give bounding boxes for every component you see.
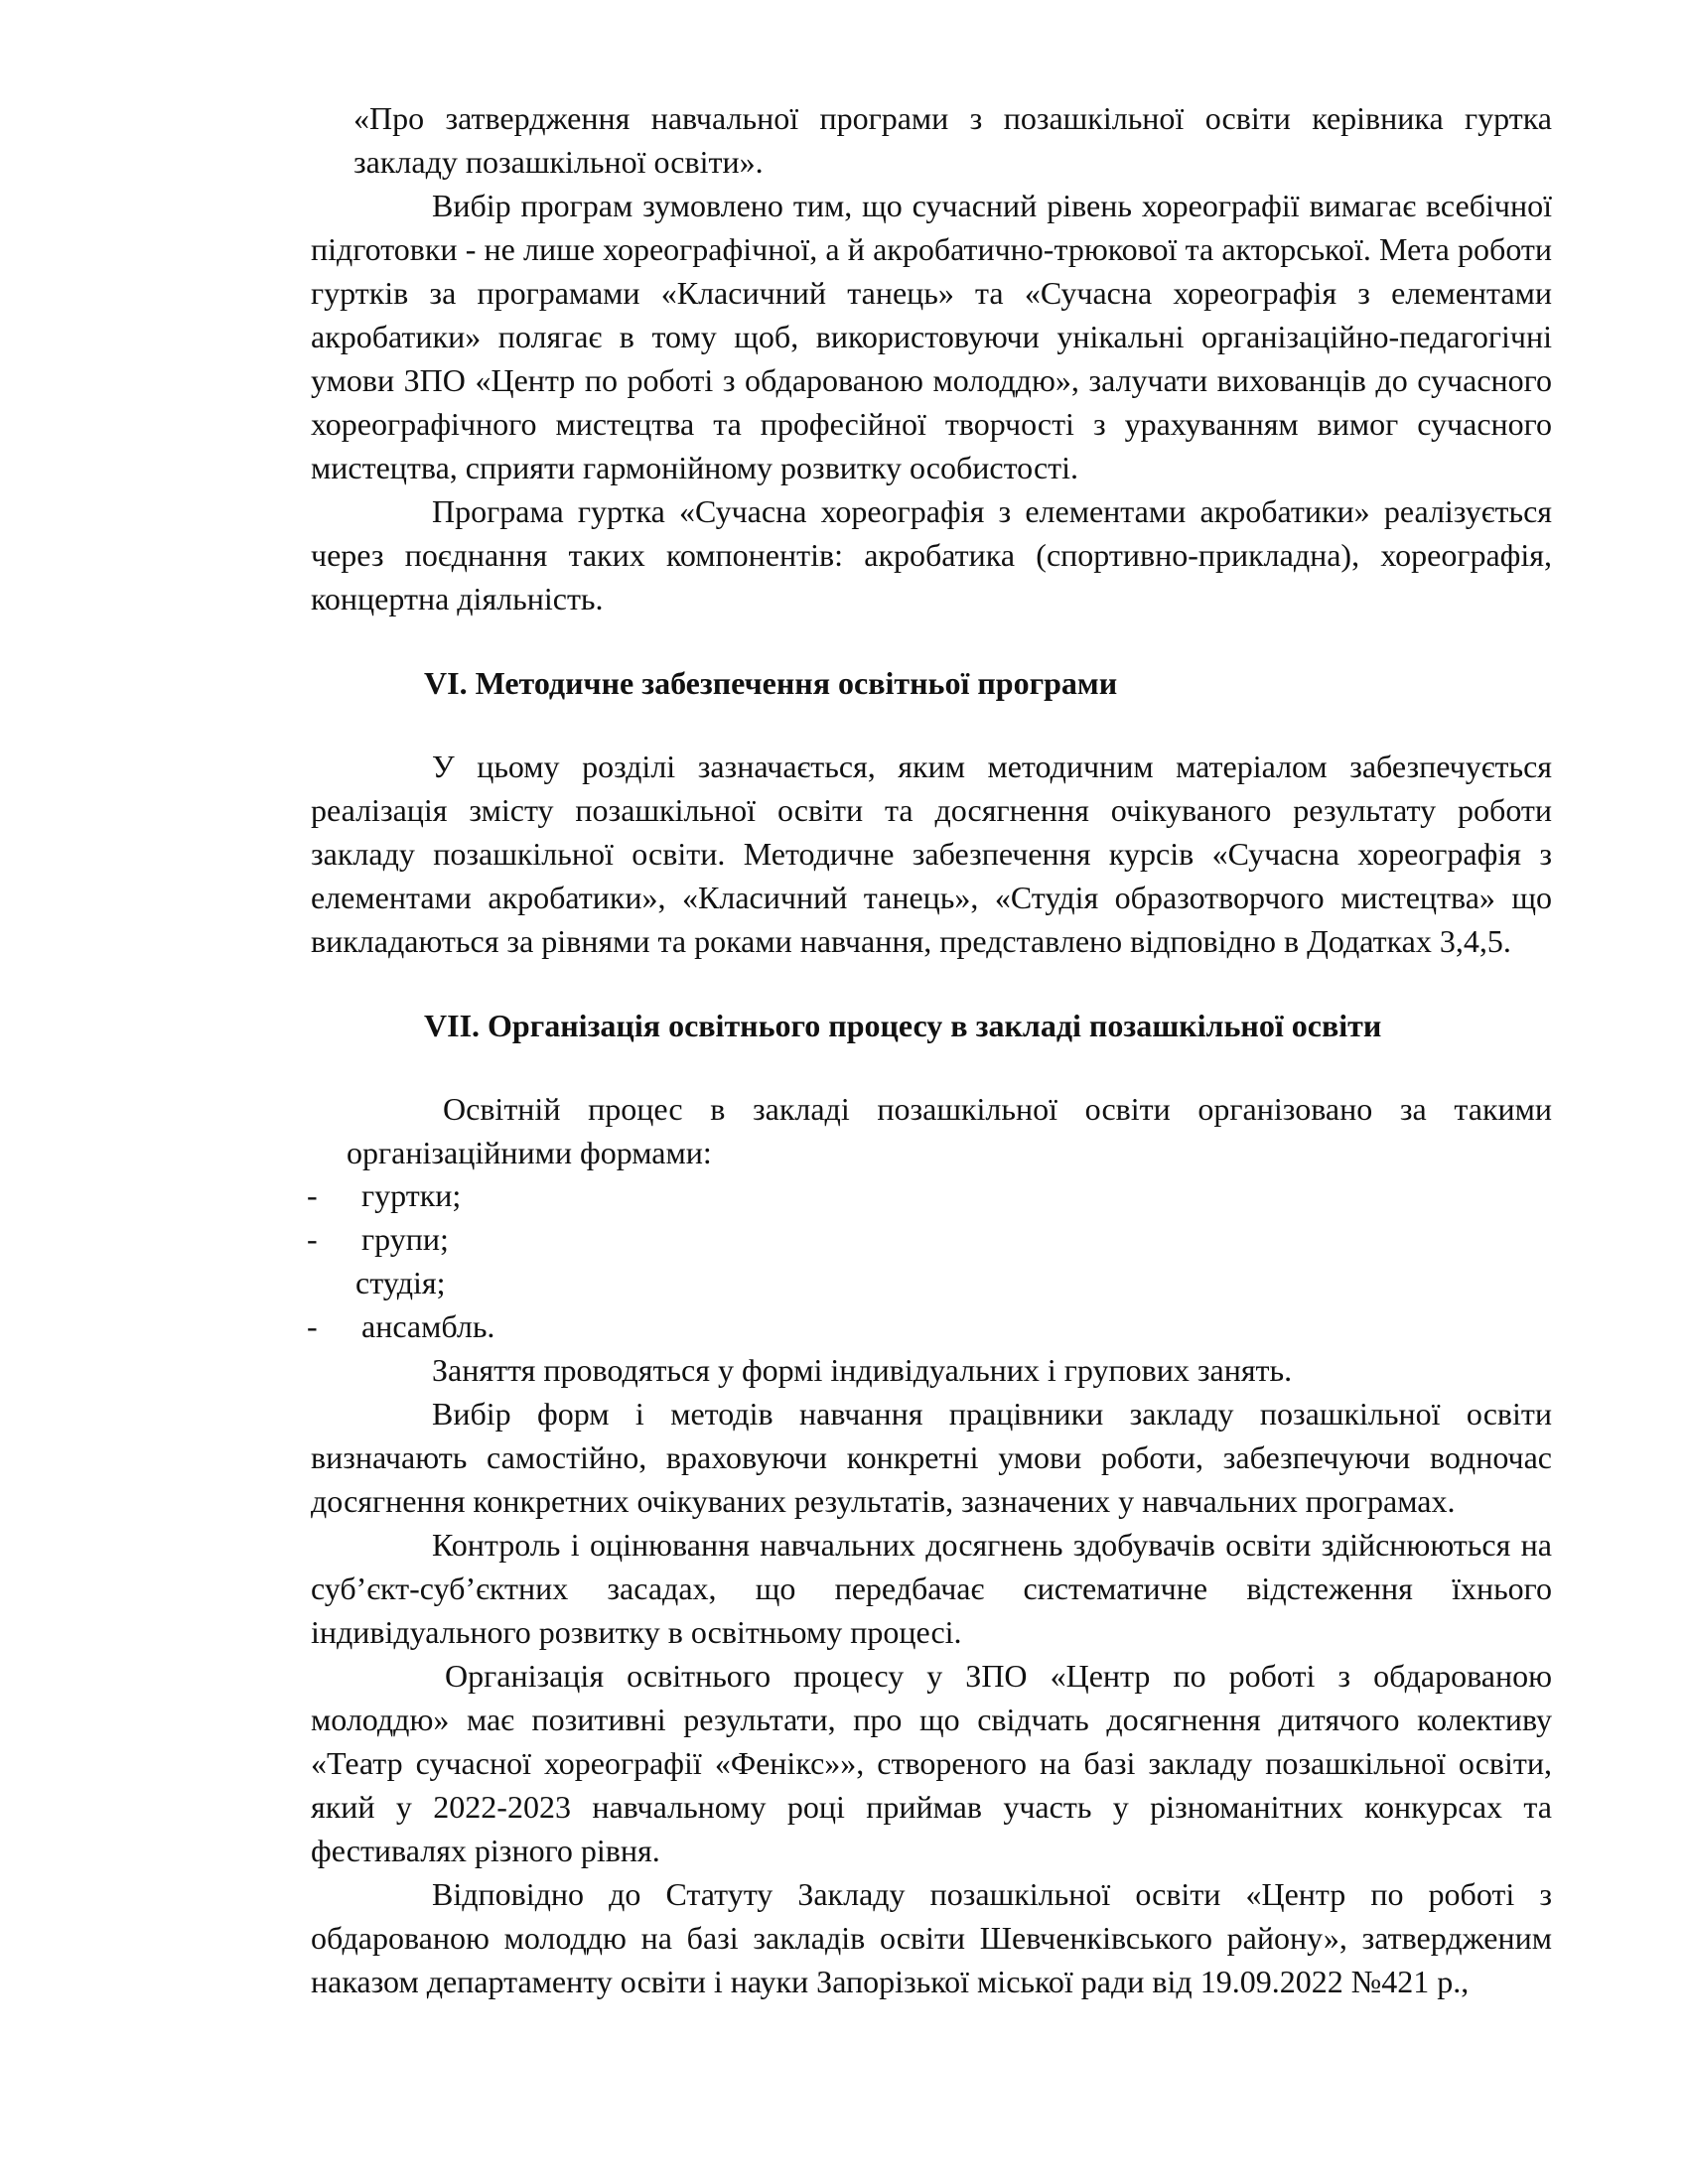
list-dash: - bbox=[307, 1177, 318, 1213]
list-dash: - bbox=[307, 1221, 318, 1257]
section-7-paragraph-4: Організація освітнього процесу у ЗПО «Центр по роботі з обдарованою молоддю» має позитивні результати, про що свідчать досягнення дитячого колективу «Театр сучасної хореографії «Фенікс»», створеного на базі закладу позашкільної освіти, який у 2022-2023 навчальному році приймав участь у різноманітних конкурсах та фестивалях різного рівня. bbox=[311, 1658, 1552, 1868]
list-item: групи; bbox=[361, 1221, 449, 1257]
section-7-heading: VII. Організація освітнього процесу в закладі позашкільної освіти bbox=[424, 1008, 1382, 1043]
paragraph-program-components: Програма гуртка «Сучасна хореографія з елементами акробатики» реалізується через поєднання таких компонентів: акробатика (спортивно-прикладна), хореографія, концертна діяльність. bbox=[311, 493, 1552, 616]
list-item: студія; bbox=[355, 1265, 446, 1300]
list-dash: - bbox=[307, 1308, 318, 1344]
paragraph-program-choice: Вибір програм зумовлено тим, що сучасний рівень хореографії вимагає всебічної підготовки - не лише хореографічної, а й акробатично-трюкової та акторської. Мета роботи гуртків за програмами «Класичний танець» та «Сучасна хореографія з елементами акробатики» полягає в тому щоб, використовуючи унікальні організаційно-педагогічні умови ЗПО «Центр по роботі з обдарованою молоддю», залучати вихованців до сучасного хореографічного мистецтва та професійної творчості з урахуванням вимог сучасного мистецтва, сприяти гармонійному розвитку особистості. bbox=[311, 188, 1552, 485]
section-7-paragraph-2: Вибір форм і методів навчання працівники закладу позашкільної освіти визначають самостійно, враховуючи конкретні умови роботи, забезпечуючи водночас досягнення конкретних очікуваних результатів, зазначених у навчальних програмах. bbox=[311, 1396, 1552, 1519]
intro-paragraph: «Про затвердження навчальної програми з позашкільної освіти керівника гуртка закладу позашкільної освіти». bbox=[353, 100, 1552, 180]
section-6-paragraph: У цьому розділі зазначається, яким методичним матеріалом забезпечується реалізація змісту позашкільної освіти та досягнення очікуваного результату роботи закладу позашкільної освіти. Методичне забезпечення курсів «Сучасна хореографія з елементами акробатики», «Класичний танець», «Студія образотворчого мистецтва» що викладаються за рівнями та роками навчання, представлено відповідно в Додатках 3,4,5. bbox=[311, 749, 1552, 959]
list-item: ансамбль. bbox=[361, 1308, 495, 1344]
section-7-paragraph-3: Контроль і оцінювання навчальних досягнень здобувачів освіти здійснюються на суб’єкт-суб’єктних засадах, що передбачає систематичне відстеження їхнього індивідуального розвитку в освітньому процесі. bbox=[311, 1527, 1552, 1650]
section-7-intro: Освітній процес в закладі позашкільної освіти організовано за такими організаційними формами: bbox=[347, 1091, 1552, 1170]
section-7-paragraph-1: Заняття проводяться у формі індивідуальних і групових занять. bbox=[432, 1352, 1293, 1388]
section-6-heading: VI. Методичне забезпечення освітньої програми bbox=[424, 665, 1118, 701]
list-item: гуртки; bbox=[361, 1177, 462, 1213]
section-7-paragraph-5: Відповідно до Статуту Закладу позашкільної освіти «Центр по роботі з обдарованою молоддю на базі закладів освіти Шевченківського району», затвердженим наказом департаменту освіти і науки Запорізької міської ради від 19.09.2022 №421 р., bbox=[311, 1876, 1552, 1999]
